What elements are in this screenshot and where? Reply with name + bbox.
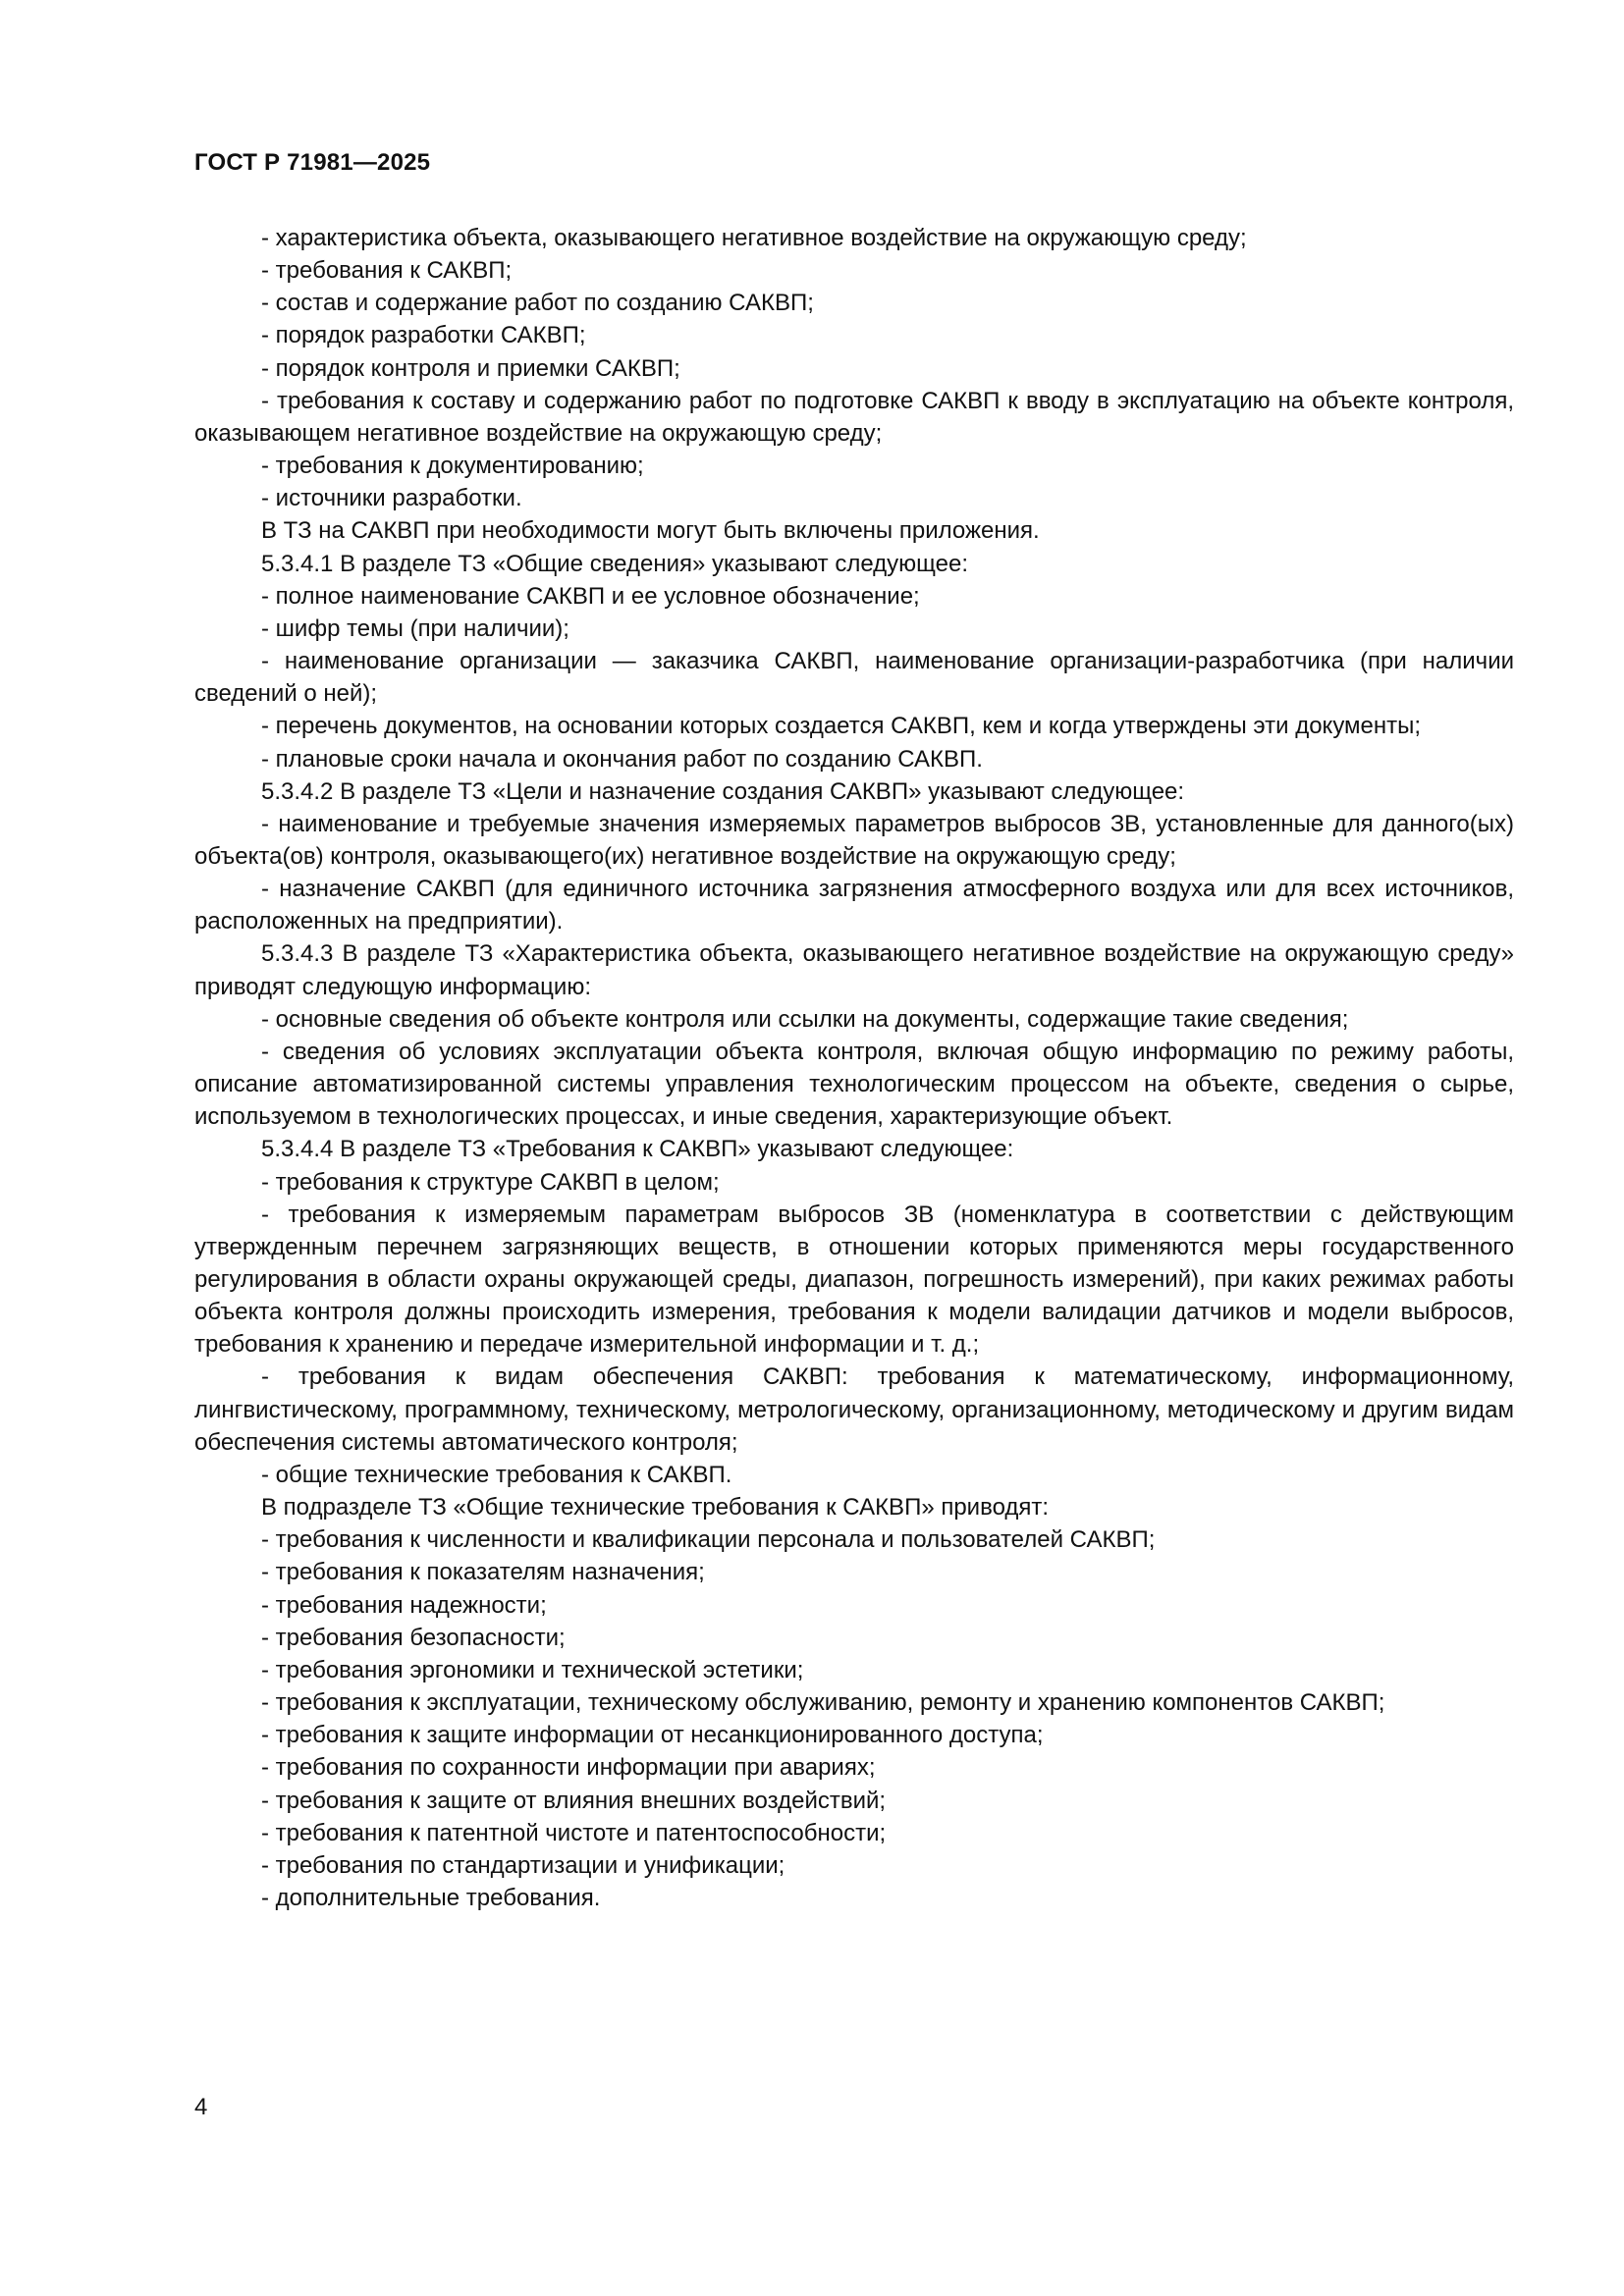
paragraph: - требования к защите от влияния внешних воздействий; <box>261 1787 887 1814</box>
paragraph: 5.3.4.2 В разделе ТЗ «Цели и назначение создания САКВП» указывают следующее: <box>261 777 1185 805</box>
standard-header: ГОСТ Р 71981—2025 <box>194 149 431 176</box>
paragraph: - требования по стандартизации и унификации; <box>261 1851 785 1879</box>
paragraph: 5.3.4.4 В разделе ТЗ «Требования к САКВП» указывают следующее: <box>261 1136 1014 1163</box>
paragraph: - требования к составу и содержанию работ по подготовке САКВП к вводу в эксплуатацию на объекте контроля, оказывающем негативное воздействие на окружающую среду; <box>194 387 1514 447</box>
paragraph: - требования к численности и квалификации персонала и пользователей САКВП; <box>261 1526 1156 1554</box>
paragraph: - полное наименование САКВП и ее условное обозначение; <box>261 582 920 610</box>
paragraph: - характеристика объекта, оказывающего негативное воздействие на окружающую среду; <box>261 225 1247 251</box>
paragraph: - порядок разработки САКВП; <box>261 322 586 349</box>
paragraph: - наименование организации — заказчика САКВП, наименование организации-разработчика (при наличии сведений о ней); <box>194 648 1514 708</box>
paragraph: В подразделе ТЗ «Общие технические требования к САКВП» приводят: <box>261 1494 1050 1522</box>
paragraph: - требования эргономики и технической эстетики; <box>261 1656 804 1683</box>
paragraph: - состав и содержание работ по созданию САКВП; <box>261 290 814 317</box>
page-number: 4 <box>194 2094 208 2120</box>
paragraph: 5.3.4.3 В разделе ТЗ «Характеристика объекта, оказывающего негативное воздействие на окружающую среду» приводят следующую информацию: <box>194 940 1514 1000</box>
paragraph: - наименование и требуемые значения измеряемых параметров выбросов ЗВ, установленные для данного(ых) объекта(ов) контроля, оказывающего(их) негативное воздействие на окружающую среду; <box>194 810 1514 870</box>
paragraph: - требования надежности; <box>261 1591 547 1619</box>
paragraph: - требования по сохранности информации при авариях; <box>261 1754 876 1782</box>
paragraph: - требования безопасности; <box>261 1624 566 1651</box>
paragraph: 5.3.4.1 В разделе ТЗ «Общие сведения» указывают следующее: <box>261 550 969 577</box>
paragraph: - общие технические требования к САКВП. <box>261 1461 732 1488</box>
paragraph: - плановые сроки начала и окончания работ по созданию САКВП. <box>261 745 983 773</box>
paragraph: - требования к показателям назначения; <box>261 1559 705 1586</box>
paragraph: - сведения об условиях эксплуатации объекта контроля, включая общую информацию по режиму работы, описание автоматизированной системы управления технологическим процессом на объекте, сведения о сырье, используемом в технологических процессах, и иные сведения, характеризующие объект. <box>194 1038 1514 1131</box>
paragraph: - требования к эксплуатации, техническому обслуживанию, ремонту и хранению компонентов САКВП; <box>261 1689 1385 1717</box>
paragraph: - дополнительные требования. <box>261 1884 601 1911</box>
paragraph: - перечень документов, на основании которых создается САКВП, кем и когда утверждены эти документы; <box>261 713 1422 740</box>
paragraph: - источники разработки. <box>261 485 522 512</box>
paragraph: - основные сведения об объекте контроля или ссылки на документы, содержащие такие сведения; <box>261 1005 1349 1033</box>
paragraph: - требования к видам обеспечения САКВП: требования к математическому, информационному, лингвистическому, программному, техническому, метрологическому, организационному, методическому и другим видам обеспечения системы автоматического контроля; <box>194 1363 1514 1456</box>
paragraph: - требования к документированию; <box>261 453 644 480</box>
paragraph: - требования к защите информации от несанкционированного доступа; <box>261 1722 1044 1749</box>
document-body <box>194 222 1514 1914</box>
paragraph: - шифр темы (при наличии); <box>261 614 569 642</box>
paragraph: - требования к САКВП; <box>261 257 513 285</box>
paragraph: - требования к измеряемым параметрам выбросов ЗВ (номенклатура в соответствии с действующим утвержденным перечнем загрязняющих веществ, в отношении которых применяются меры государственного регулирования в области охраны окружающей среды, диапазон, погрешность измерений), при каких режимах работы объекта контроля должны происходить измерения, требования к модели валидации датчиков и модели выбросов, требования к хранению и передаче измерительной информации и т. д.; <box>194 1201 1514 1359</box>
paragraph: - требования к структуре САКВП в целом; <box>261 1168 720 1196</box>
paragraph: - назначение САКВП (для единичного источника загрязнения атмосферного воздуха или для всех источников, расположенных на предприятии). <box>194 876 1514 935</box>
paragraph: - требования к патентной чистоте и патентоспособности; <box>261 1819 887 1846</box>
paragraph: - порядок контроля и приемки САКВП; <box>261 354 680 382</box>
paragraph: В ТЗ на САКВП при необходимости могут быть включены приложения. <box>261 517 1040 545</box>
